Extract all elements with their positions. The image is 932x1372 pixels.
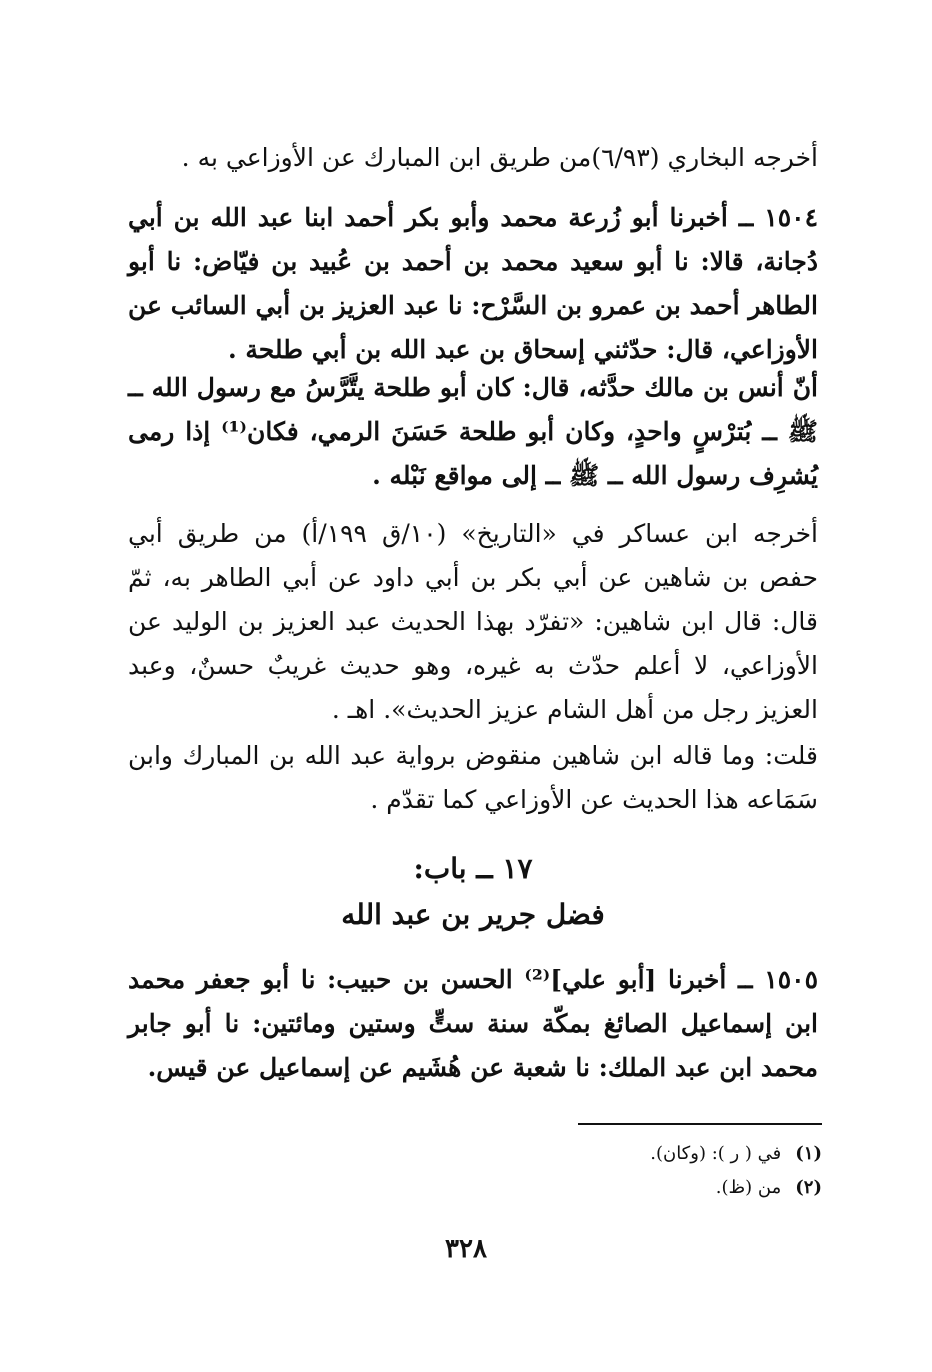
paragraph-author-comment: قلت: وما قاله ابن شاهين منقوض برواية عبد الله بن المبارك وابن سَمَاعه هذا الحديث عن الأوزاعي كما تقدّم .: [128, 741, 818, 814]
hadith-1504-isnad: ١٥٠٤ ــ أخبرنا أبو زُرعة محمد وأبو بكر أحمد ابنا عبد الله بن أبي دُجانة، قالا: نا أبو سعيد محمد بن أحمد بن عُبيد بن فيّاض: نا أبو الطاهر أحمد بن عمرو بن السَّرْح: نا عبد العزيز بن أبي السائب عن الأوزاعي، قال: حدّثني إسحاق بن عبد الله بن أبي طلحة .: [128, 203, 818, 364]
footnote-2: [128, 1171, 822, 1205]
hadith-1505-isnad: ١٥٠٥ ــ أخبرنا [أبو علي]⁽²⁾ الحسن بن حبيب: نا أبو جعفر محمد ابن إسماعيل الصائغ بمكّة سنة ستٍّ وستين ومائتين: نا أبو جابر محمد ابن عبد الملك: نا شعبة عن هُشَيم عن إسماعيل عن قيس.: [128, 965, 819, 1082]
footnote-separator: [578, 1123, 822, 1125]
chapter-number: ١٧ ــ باب:: [413, 852, 533, 885]
footnote-text: في ( ر ): (وكان).: [650, 1143, 782, 1164]
page-number: ٣٢٨: [445, 1234, 487, 1264]
footnote-number: (١): [795, 1143, 822, 1164]
footnotes: [128, 1137, 822, 1205]
chapter-title: فضل جرير بن عبد الله: [341, 898, 605, 931]
paragraph-ibn-asakir-takhrij: أخرجه ابن عساكر في «التاريخ» (١٠/ق ١٩٩/أ) من طريق أبي حفص بن شاهين عن أبي بكر بن أبي داود عن أبي الطاهر به، ثمّ قال: قال ابن شاهين: «تفرّد بهذا الحديث عبد العزيز بن الوليد عن الأوزاعي، لا أعلم حدّث به غيره، وهو حديث غريبٌ حسنٌ، وعبد العزيز رجل من أهل الشام عزيز الحديث». اهـ .: [128, 519, 819, 724]
paragraph-bukhari-takhrij: أخرجه البخاري (٦/٩٣)من طريق ابن المبارك عن الأوزاعي به .: [181, 143, 818, 172]
footnote-text: من (ظ).: [715, 1177, 782, 1198]
footnote-number: (٢): [795, 1177, 822, 1198]
footnote-1: [128, 1137, 822, 1171]
hadith-1504-matn: أنّ أنس بن مالك حدَّثه، قال: كان أبو طلحة يتَّرَّسُ مع رسول الله ــ ﷺ ــ بُترْسٍ واحدٍ، وكان أبو طلحة حَسَنَ الرمي، فكان⁽¹⁾ إذا رمى يُشرِف رسول الله ــ ﷺ ــ إلى مواقع نَبْله .: [128, 373, 818, 490]
